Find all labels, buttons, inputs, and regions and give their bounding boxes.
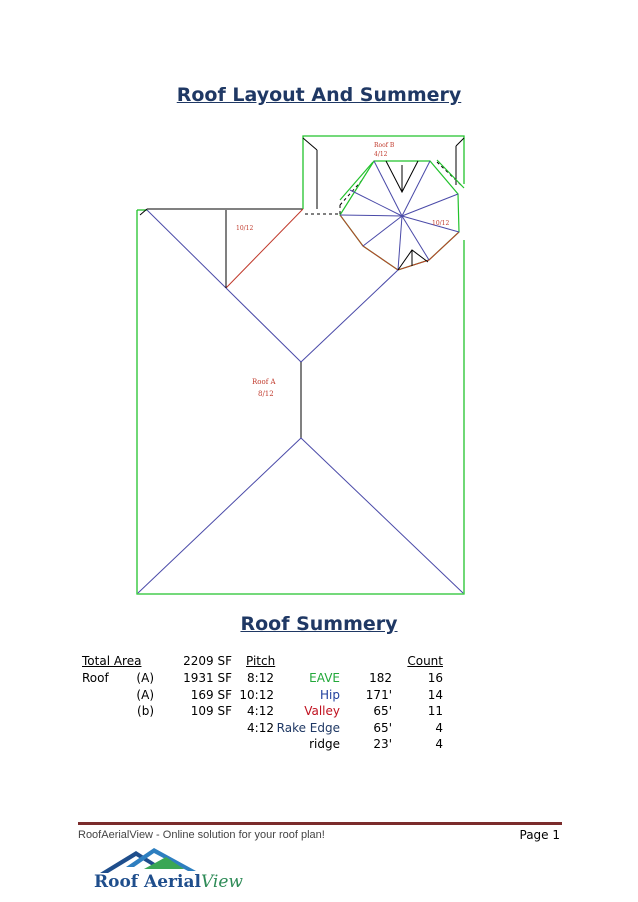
turret-hips	[340, 161, 459, 270]
row-count: 11	[427, 704, 443, 718]
roof-a-valley-left	[226, 209, 303, 288]
logo	[94, 872, 243, 892]
roof-a-hip-lower-left	[138, 438, 301, 593]
row-length: 182	[369, 671, 392, 685]
row-type: Hip	[320, 687, 340, 702]
row-type: Valley	[304, 704, 340, 718]
row-count: 4	[435, 737, 443, 751]
page-number: Page 1	[519, 828, 560, 842]
roof-a-hip-upper-right	[301, 270, 398, 362]
pitch-label-right: 10/12	[432, 220, 450, 227]
turret-dormer-bottom	[398, 250, 428, 270]
roof-b-rake-left	[303, 138, 317, 150]
row-name: Roof	[82, 671, 109, 685]
row-count: 4	[435, 720, 443, 735]
row-type: EAVE	[309, 671, 340, 685]
roof-a-hip-upper-left	[226, 288, 301, 362]
roof-b-green-diag	[340, 162, 373, 200]
roof-a-hip-lower-right	[301, 438, 463, 593]
row-type: ridge	[309, 737, 340, 751]
roof-b-pitch-label: 4/12	[374, 151, 388, 158]
row-length: 171'	[365, 687, 392, 702]
row-type: Rake Edge	[276, 720, 340, 735]
logo-main-text: Roof Aerial	[94, 872, 201, 892]
footer-tagline: RoofAerialView - Online solution for your roof plan!	[78, 829, 325, 841]
row-count: 14	[427, 687, 443, 702]
page-title: Roof Layout And Summery	[176, 84, 462, 106]
row-pitch: 8:12	[247, 671, 274, 685]
pitch-label-left: 10/12	[236, 225, 254, 232]
logo-view-text: View	[200, 872, 243, 892]
row-pitch: 4:12	[247, 704, 274, 718]
roof-a-pitch-label: 8/12	[258, 390, 274, 398]
roof-b-rake-right	[456, 138, 464, 146]
row-section: (b)	[137, 704, 154, 718]
row-count: 16	[427, 671, 443, 685]
roof-a-ridge-top-left-hip	[147, 210, 226, 288]
row-length: 23'	[373, 737, 392, 751]
roof-b-label: Roof B	[374, 142, 395, 149]
row-area: 1931 SF	[183, 671, 232, 685]
roof-a-label: Roof A	[252, 378, 276, 386]
header-total-area: Total Area	[82, 654, 142, 668]
total-area-value: 2209 SF	[183, 654, 232, 668]
row-pitch: 10:12	[239, 687, 274, 702]
row-length: 65'	[373, 704, 392, 718]
row-section: (A)	[136, 671, 154, 685]
header-pitch: Pitch	[246, 654, 276, 668]
header-count: Count	[407, 654, 443, 668]
row-section: (A)	[136, 687, 154, 702]
footer-divider	[78, 822, 562, 825]
summary-title: Roof Summery	[240, 613, 398, 635]
row-pitch: 4:12	[247, 720, 274, 735]
row-length: 65'	[373, 720, 392, 735]
row-area: 109 SF	[190, 704, 232, 718]
row-area: 169 SF	[190, 687, 232, 702]
